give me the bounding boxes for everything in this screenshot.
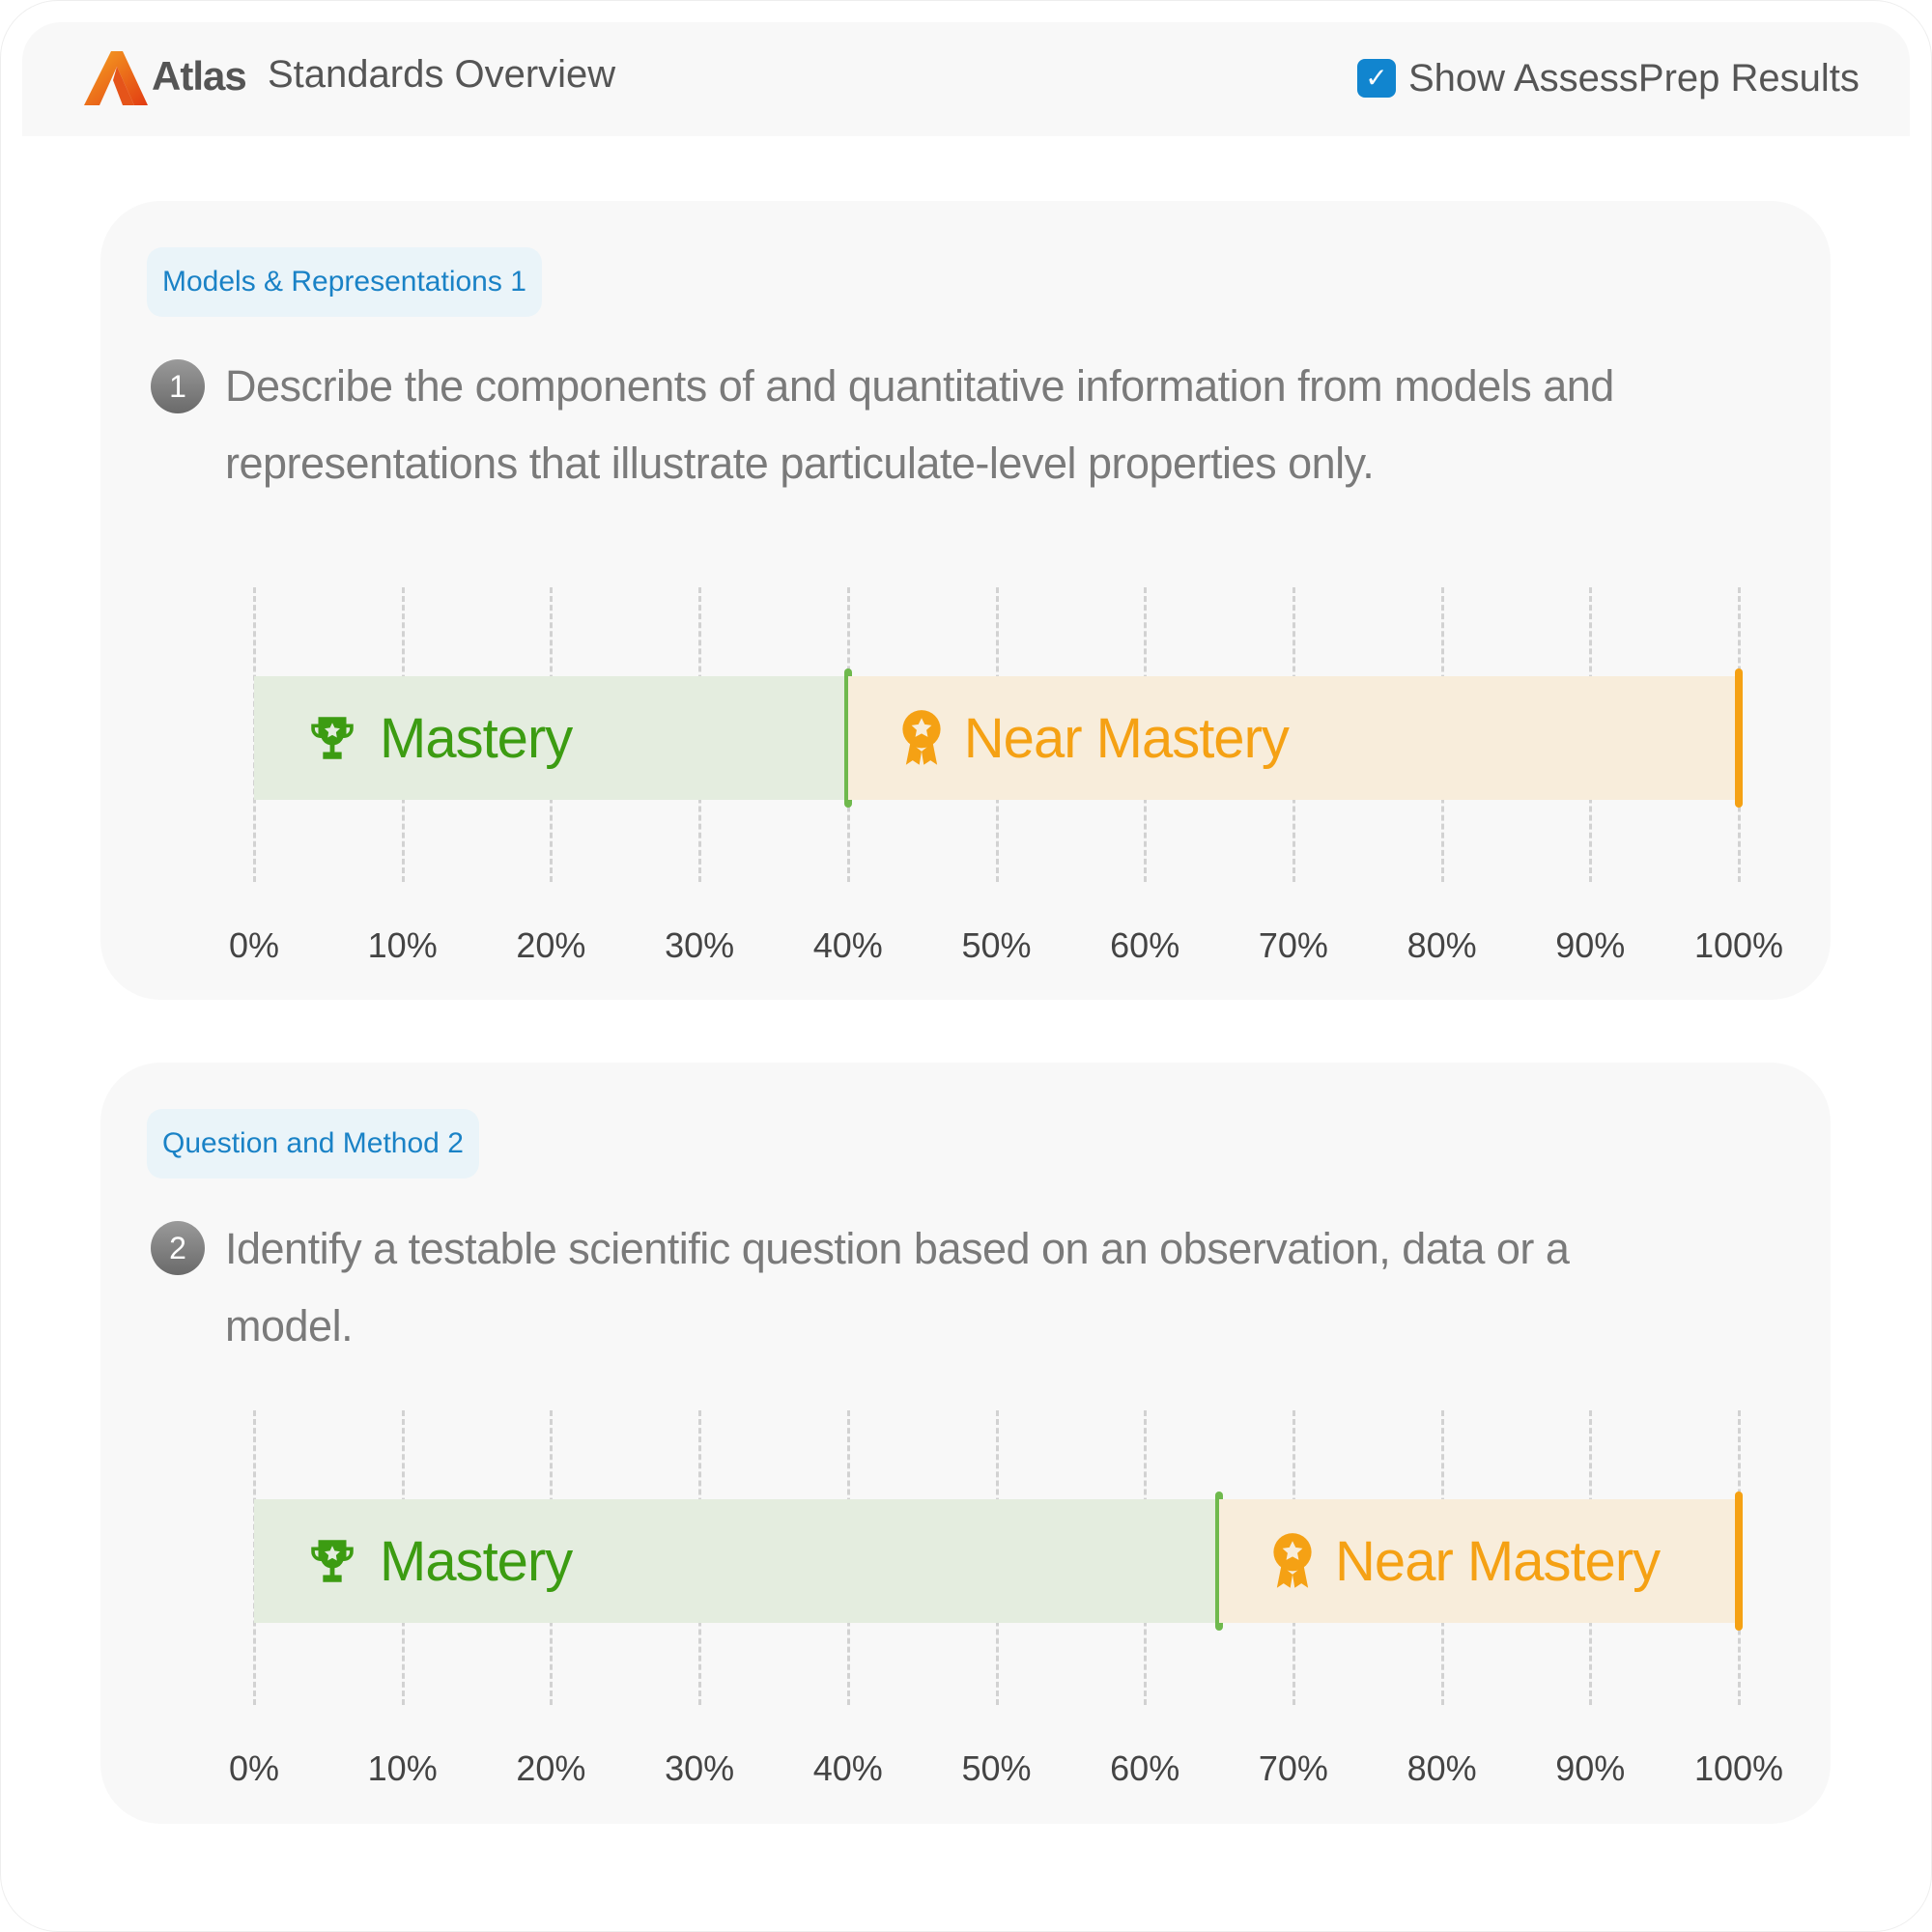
segment-label: Mastery xyxy=(380,706,573,770)
tick-label: 40% xyxy=(812,1748,883,1788)
tick-label: 90% xyxy=(1555,925,1626,965)
tick-label: 0% xyxy=(228,925,280,965)
tick-label: 50% xyxy=(961,925,1032,965)
trophy-icon xyxy=(304,1533,360,1589)
tick-label: 100% xyxy=(1693,925,1784,965)
near-mastery-segment xyxy=(1219,1499,1739,1623)
tick-label: 70% xyxy=(1258,1748,1328,1788)
standard-card-2 xyxy=(100,1063,1831,1824)
tick-label: 20% xyxy=(516,925,586,965)
near-mastery-threshold-marker xyxy=(1735,668,1743,808)
medal-icon xyxy=(898,709,945,767)
segment-label: Mastery xyxy=(380,1529,573,1593)
atlas-logo-icon xyxy=(84,51,148,105)
page-title: Standards Overview xyxy=(268,53,616,96)
segment-label: Near Mastery xyxy=(963,706,1289,770)
header xyxy=(22,22,1910,136)
tick-label: 80% xyxy=(1406,925,1477,965)
tick-label: 50% xyxy=(961,1748,1032,1788)
tick-label: 10% xyxy=(367,925,438,965)
tick-label: 60% xyxy=(1110,925,1180,965)
tick-label: 0% xyxy=(228,1748,280,1788)
trophy-icon xyxy=(304,710,360,766)
tick-label: 90% xyxy=(1555,1748,1626,1788)
question-number: 2 xyxy=(151,1221,205,1275)
show-results-checkbox[interactable] xyxy=(1357,59,1396,98)
check-icon: ✓ xyxy=(1365,63,1388,93)
tick-label: 80% xyxy=(1406,1748,1477,1788)
tick-label: 100% xyxy=(1693,1748,1784,1788)
tick-label: 10% xyxy=(367,1748,438,1788)
tick-label: 60% xyxy=(1110,1748,1180,1788)
standard-card-1 xyxy=(100,201,1831,1000)
near-mastery-threshold-marker xyxy=(1735,1492,1743,1631)
standard-tag: Question and Method 2 xyxy=(147,1109,479,1179)
question-text: Describe the components of and quantitative information from models and representations that illustrate particulate-level properties only. xyxy=(225,361,1614,488)
tick-label: 30% xyxy=(665,925,735,965)
question-text: Identify a testable scientific question based on an observation, data or a model. xyxy=(225,1224,1570,1350)
brand-name: Atlas xyxy=(152,53,246,99)
segment-label: Near Mastery xyxy=(1335,1529,1661,1593)
mastery-segment xyxy=(254,1499,1219,1623)
tick-label: 40% xyxy=(812,925,883,965)
question-number: 1 xyxy=(151,359,205,413)
show-results-label[interactable]: Show AssessPrep Results xyxy=(1408,57,1860,99)
mastery-segment xyxy=(254,676,848,800)
tick-label: 70% xyxy=(1258,925,1328,965)
near-mastery-segment xyxy=(848,676,1739,800)
standard-tag: Models & Representations 1 xyxy=(147,247,542,317)
tick-label: 30% xyxy=(665,1748,735,1788)
tick-label: 20% xyxy=(516,1748,586,1788)
medal-icon xyxy=(1269,1532,1316,1590)
